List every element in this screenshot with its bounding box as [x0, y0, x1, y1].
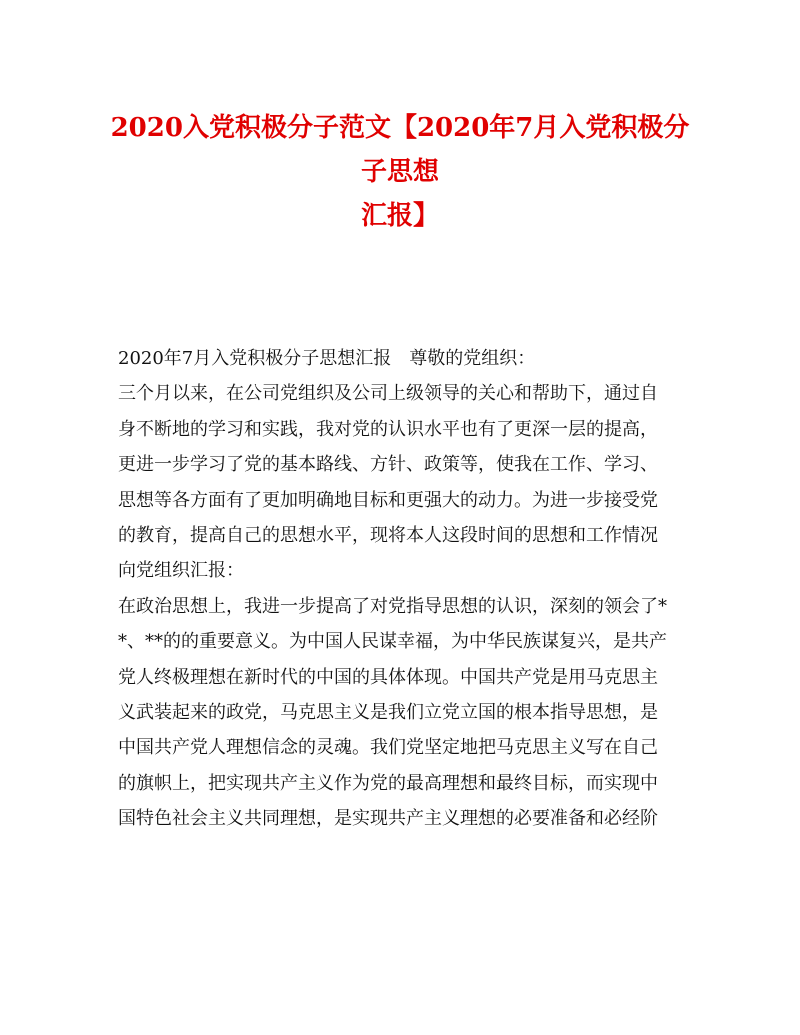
body-line: 中国共产党人理想信念的灵魂。我们党坚定地把马克思主义写在自己: [118, 737, 658, 759]
body-line: 向党组织汇报：: [118, 560, 244, 582]
body-line: 的教育，提高自己的思想水平，现将本人这段时间的思想和工作情况: [118, 525, 658, 547]
body-line: 党人终极理想在新时代的中国的具体体现。中国共产党是用马克思主: [118, 666, 658, 688]
body-line: 2020年7月入党积极分子思想汇报 尊敬的党组织：: [118, 348, 536, 369]
body-line: 身不断地的学习和实践，我对党的认识水平也有了更深一层的提高，: [118, 418, 658, 440]
title-line-2: 汇报】: [360, 201, 439, 231]
document-title: [110, 106, 690, 238]
body-line: 国特色社会主义共同理想，是实现共产主义理想的必要准备和必经阶: [118, 808, 658, 830]
body-line: 三个月以来，在公司党组织及公司上级领导的关心和帮助下，通过自: [118, 383, 658, 405]
body-line: 思想等各方面有了更加明确地目标和更强大的动力。为进一步接受党: [118, 489, 658, 511]
body-line: 更进一步学习了党的基本路线、方针、政策等，使我在工作、学习、: [118, 454, 658, 476]
body-line: 义武装起来的政党，马克思主义是我们立党立国的根本指导思想，是: [118, 702, 658, 724]
body-line: 在政治思想上，我进一步提高了对党指导思想的认识，深刻的领会了*: [118, 595, 667, 617]
document-body: [118, 341, 684, 837]
body-line: *、**的的重要意义。为中国人民谋幸福，为中华民族谋复兴，是共产: [118, 631, 667, 653]
title-line-1: 2020入党积极分子范文【2020年7月入党积极分子思想: [110, 113, 690, 187]
body-line: 的旗帜上，把实现共产主义作为党的最高理想和最终目标，而实现中: [118, 772, 658, 794]
